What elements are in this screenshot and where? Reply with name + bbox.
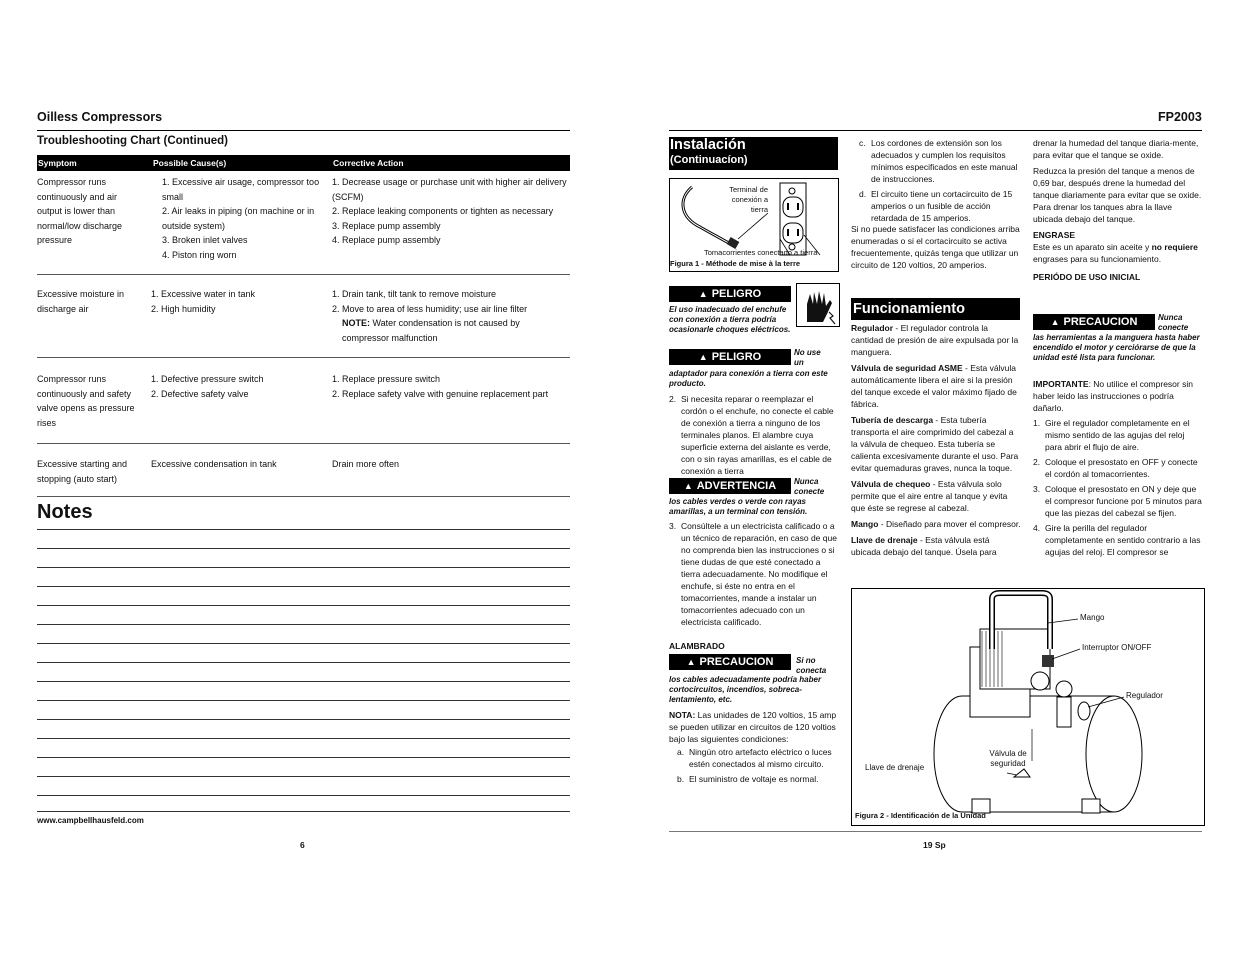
label-regulador: Regulador — [1126, 691, 1163, 700]
notes-title: Notes — [37, 501, 93, 523]
figure-2-caption: Figura 2 - Identificación de la Unidad — [855, 811, 986, 820]
precaucion-2-text: las herramientas a la manguera hasta haber encendido el motor y cerciórarse de que la unidad esté lista para funcionar. — [1033, 333, 1200, 362]
conditions-list-1: a. Ningún otro artefacto eléctrico o luces estén conectados al mismo circuito. b. El suministro de voltaje es normal. — [677, 747, 832, 784]
list-item: 1. Excessive water in tank — [151, 289, 256, 299]
list-item: 2. High humidity — [151, 303, 216, 314]
row2-actions — [332, 287, 568, 345]
website-url: www.campbellhausfeld.com — [37, 816, 144, 825]
list-item: 2. Replace safety valve with genuine replacement part — [332, 388, 549, 399]
compressor-illustration — [852, 589, 1204, 825]
valvula-asme-desc: Válvula de seguridad ASME - Esta válvula automáticamente libera el aire si la presión del tanque excede el valor máximo fijado de fábrica. — [851, 363, 1017, 409]
list-item: 2. Air leaks in piping (on machine or in outside system) — [162, 206, 315, 231]
item-3: 3. Consúltele a un electricista calificado o a un técnico de reparación, en caso de que no comprenda bien las instrucciones o si tiene dudas de que esté conectado a tierra adecuadamente. No modifique el enchufe, si éste no entra en el tomacorrientes, mande a instalar un tomacorrientes adecuado con un electricista calificado. — [669, 521, 837, 627]
note-line — [37, 811, 570, 812]
footer-rule-right — [669, 831, 1202, 832]
list-item: 2. Move to area of less humidity; use air line filter — [332, 303, 528, 314]
figure-1 — [669, 178, 839, 272]
peligro-badge-1: ▲ PELIGRO — [669, 286, 791, 302]
step-2: Coloque el presostato en OFF y conecte el cordón al tomacorrientes. — [1045, 457, 1198, 479]
precaucion-badge-2: ▲ PRECAUCION — [1033, 314, 1155, 330]
row1-causes — [151, 175, 323, 262]
tuberia-desc: Tubería de descarga - Esta tubería transporta el aire comprimido del cabezal a la válvula de chequeo. Esta tubería se calienta excesivamente durante el uso. Para evitar quemaduras graves, nunca la toque. — [851, 415, 1019, 473]
figure-2 — [851, 588, 1205, 826]
model-number: FP2003 — [1158, 110, 1202, 124]
row1-actions — [332, 175, 568, 248]
row3-symptom: Compressor runs continuously and safety valve opens as pressure rises — [37, 374, 135, 428]
note-line — [37, 662, 570, 663]
outlets-label: Tomacorrientes conectado a tierra — [704, 248, 818, 257]
note-line — [37, 776, 570, 777]
note-line — [37, 624, 570, 625]
list-item: 2. Replace leaking components or tighten as necessary — [332, 206, 554, 216]
warning-icon: ▲ — [686, 657, 696, 667]
conditions-paragraph: Si no puede satisfacer las condiciones arriba enumeradas o si el cortacircuito se activa frecuentemente, quizás tenga que utilizar un circuito de 120 voltios, 20 amperios. — [851, 224, 1020, 270]
note-line — [37, 757, 570, 758]
label-interruptor: Interruptor ON/OFF — [1082, 643, 1152, 652]
drenar-paragraph: drenar la humedad del tanque diaria-mente, para evitar que el tanque se oxide. — [1033, 138, 1199, 160]
page-number-left: 6 — [300, 840, 305, 850]
row2-note: NOTE: Water condensation is not caused by compressor malfunction — [342, 318, 520, 343]
warning-icon: ▲ — [698, 352, 708, 362]
precaucion-1-side: Si no conecta — [796, 656, 827, 675]
note-line — [37, 567, 570, 568]
chart-subtitle: Troubleshooting Chart (Continued) — [37, 135, 229, 147]
terminal-label: Terminal de conexión a tierra — [729, 185, 768, 214]
list-item: 1. Decrease usage or purchase unit with higher air delivery (SCFM) — [332, 177, 567, 202]
list-item: 2. Defective safety valve — [151, 388, 249, 399]
row4-causes: Excessive condensation in tank — [151, 459, 277, 469]
header-rule — [37, 130, 570, 131]
list-item: 1. Replace pressure switch — [332, 374, 441, 384]
conditions-list-2: c. Los cordones de extensión son los adecuados y cumplen los requisitos mínimos especificados en este manual de instrucciones. d. El circuito tiene un cortacircuito de 15 amperios o un fusible de acción retardada de 15 amperios. — [859, 138, 1018, 223]
step-1: Gire el regulador completamente en el mismo sentido de las agujas del reloj para abrir el flujo de aire. — [1045, 418, 1190, 452]
advertencia-text: los cables verdes o verde con rayas amarillas, a un terminal con tensión. — [669, 497, 808, 516]
label-mango: Mango — [1080, 613, 1105, 622]
mango-desc: Mango - Diseñado para mover el compresor. — [851, 519, 1021, 529]
condition-c: Los cordones de extensión son los adecuados y cumplen los requisitos mínimos especificados en este manual de instrucciones. — [871, 138, 1018, 184]
reduzca-paragraph: Reduzca la presión del tanque a menos de 0,69 bar, después drene la humedad del tanque diariamente para evitar que se oxide. Para drenar los tanques abra la llave ubicada debajo del tanque. — [1033, 166, 1202, 224]
item-2-text: Si necesita reparar o reemplazar el cordón o el enchufe, no conecte el cable de conexión a tierra a ninguno de los terminales planos. El alambre cuya superficie externa del aislante es verde, con o sin rayas amarillas, es el cable de conexión a tierra — [681, 394, 834, 476]
row2-causes — [151, 287, 323, 316]
peligro-1-text: El uso inadecuado del enchufe con conexión a tierra podría ocasionarle choques eléctricos. — [669, 305, 791, 334]
warning-icon: ▲ — [683, 481, 693, 491]
section-title-funcionamiento: Funcionamiento — [851, 298, 1020, 320]
label-valvula: Válvula de seguridad — [989, 749, 1027, 768]
figure-1-caption: Figura 1 - Méthode de mise à la terre — [670, 259, 801, 268]
list-item: 1. Drain tank, tilt tank to remove moisture — [332, 289, 497, 299]
row-divider — [37, 357, 570, 358]
list-item: 3. Broken inlet valves — [162, 235, 248, 245]
alambrado-title: ALAMBRADO — [669, 641, 725, 651]
periodo-title: PERIÓDO DE USO INICIAL — [1033, 272, 1141, 282]
row-divider — [37, 443, 570, 444]
col-header-symptom: Symptom — [38, 158, 77, 168]
note-line — [37, 795, 570, 796]
peligro-2-side: No use un — [794, 348, 821, 367]
regulador-desc: Regulador - El regulador controla la cantidad de presión de aire expulsada por la manguera. — [851, 323, 1019, 357]
item-3-text: Consúltele a un electricista calificado o a un técnico de reparación, en caso de que no comprenda bien las instrucciones o si tiene dudas de que esté conectado a tierra adecuadamente. No modifique el enchufe, si éste no entra en el tomacorrientes, mande a instalar un tomacorrientes adecuado con un electricista calificado. — [681, 521, 837, 627]
table-header-bar — [37, 155, 570, 171]
row1-symptom: Compressor runs continuously and air output is lower than normal/low discharge pressure — [37, 177, 123, 245]
advertencia-badge: ▲ ADVERTENCIA — [669, 478, 791, 494]
condition-b: El suministro de voltaje es normal. — [689, 774, 819, 784]
row4-actions: Drain more often — [332, 459, 400, 469]
componentes-list — [851, 322, 1021, 562]
peligro-2-text: adaptador para conexión a tierra con este producto. — [669, 369, 828, 388]
col-header-action: Corrective Action — [333, 158, 404, 168]
warning-icon: ▲ — [1050, 317, 1060, 327]
list-item: 1. Defective pressure switch — [151, 374, 264, 384]
condition-d: El circuito tiene un cortacircuito de 15 amperios o un fusible de acción retardada de 15 amperios. — [871, 189, 1013, 223]
precaucion-1-text: los cables adecuadamente podría haber cortocircuitos, incendios, sobreca-lentamiento, etc. — [669, 675, 822, 704]
row2-symptom: Excessive moisture in discharge air — [37, 289, 125, 314]
note-line — [37, 586, 570, 587]
nota-paragraph: NOTA: Las unidades de 120 voltios, 15 amp se pueden utilizar en circuitos de 120 voltios bajo las siguientes condiciones: — [669, 710, 837, 744]
row4-symptom: Excessive starting and stopping (auto start) — [37, 459, 128, 484]
section-title-instalacion — [669, 137, 838, 170]
page-header-title: Oilless Compressors — [37, 110, 163, 124]
note-line — [37, 529, 570, 530]
instalacion-subtitle: (Continuacíon) — [670, 154, 748, 166]
list-item: 3. Replace pump assembly — [332, 220, 441, 231]
header-rule-right — [669, 130, 1202, 131]
item-2: 2. Si necesita reparar o reemplazar el cordón o el enchufe, no conecte el cable de conexión a tierra a ninguno de los terminales planos. El alambre cuya superficie externa del aislante es verde, con o sin rayas amarillas, es el cable de conexión a tierra — [669, 394, 834, 476]
engrase-paragraph: Este es un aparato sin aceite y no requiere engrases para su funcionamiento. — [1033, 242, 1198, 264]
instalacion-title: Instalación — [670, 137, 746, 153]
engrase-title: ENGRASE — [1033, 230, 1076, 240]
chequeo-desc: Válvula de chequeo - Esta válvula solo permite que el aire entre al tanque y evita que éste se regrese al cabezal. — [851, 479, 1008, 513]
steps-list: 1. Gire el regulador completamente en el mismo sentido de las agujas del reloj para abrir el flujo de aire. 2. Coloque el presostato en OFF y conecte el cordón al tomacorrientes. 3. Coloque el presostato en ON y deje que el compresor funcione por 5 minutos para que las piezas del cabezal se fijen. 4. Gire la perilla del regulador completamente en sentido contrario a las agujas del reloj. El compresor se — [1033, 418, 1202, 557]
page-number-right: 19 Sp — [923, 840, 946, 850]
col-header-causes: Possible Cause(s) — [153, 158, 227, 168]
note-line — [37, 719, 570, 720]
row3-causes — [151, 372, 323, 401]
row-divider — [37, 274, 570, 275]
note-line — [37, 605, 570, 606]
drenaje-desc: Llave de drenaje - Esta válvula está ubicada debajo del tanque. Úsela para — [851, 535, 997, 557]
note-line — [37, 681, 570, 682]
note-line — [37, 738, 570, 739]
step-4: Gire la perilla del regulador completamente en sentido contrario a las agujas del reloj. El compresor se — [1045, 523, 1201, 557]
shock-hand-icon — [796, 283, 840, 327]
list-item: 1. Excessive air usage, compressor too small — [162, 177, 320, 202]
peligro-badge-2: ▲ PELIGRO — [669, 349, 791, 365]
column-3-text — [1033, 137, 1203, 283]
step-3: Coloque el presostato en ON y deje que el compresor funcione por 5 minutos para que las piezas del cabezal se fijen. — [1045, 484, 1202, 518]
row-divider — [37, 496, 570, 497]
condition-a: Ningún otro artefacto eléctrico o luces estén conectados al mismo circuito. — [689, 747, 832, 769]
list-item: 4. Piston ring worn — [162, 249, 237, 260]
importante-paragraph: IMPORTANTE: No utilice el compresor sin haber leido las instrucciones o podría dañarlo. — [1033, 379, 1193, 413]
note-line — [37, 643, 570, 644]
list-item: 4. Replace pump assembly — [332, 235, 441, 245]
advertencia-side: Nunca conecte — [794, 477, 825, 496]
precaucion-2-side: Nunca conecte — [1158, 313, 1189, 332]
label-llave: Llave de drenaje — [865, 763, 925, 772]
warning-icon: ▲ — [698, 289, 708, 299]
precaucion-badge-1: ▲ PRECAUCION — [669, 654, 791, 670]
row3-actions — [332, 372, 568, 401]
note-line — [37, 548, 570, 549]
note-line — [37, 700, 570, 701]
